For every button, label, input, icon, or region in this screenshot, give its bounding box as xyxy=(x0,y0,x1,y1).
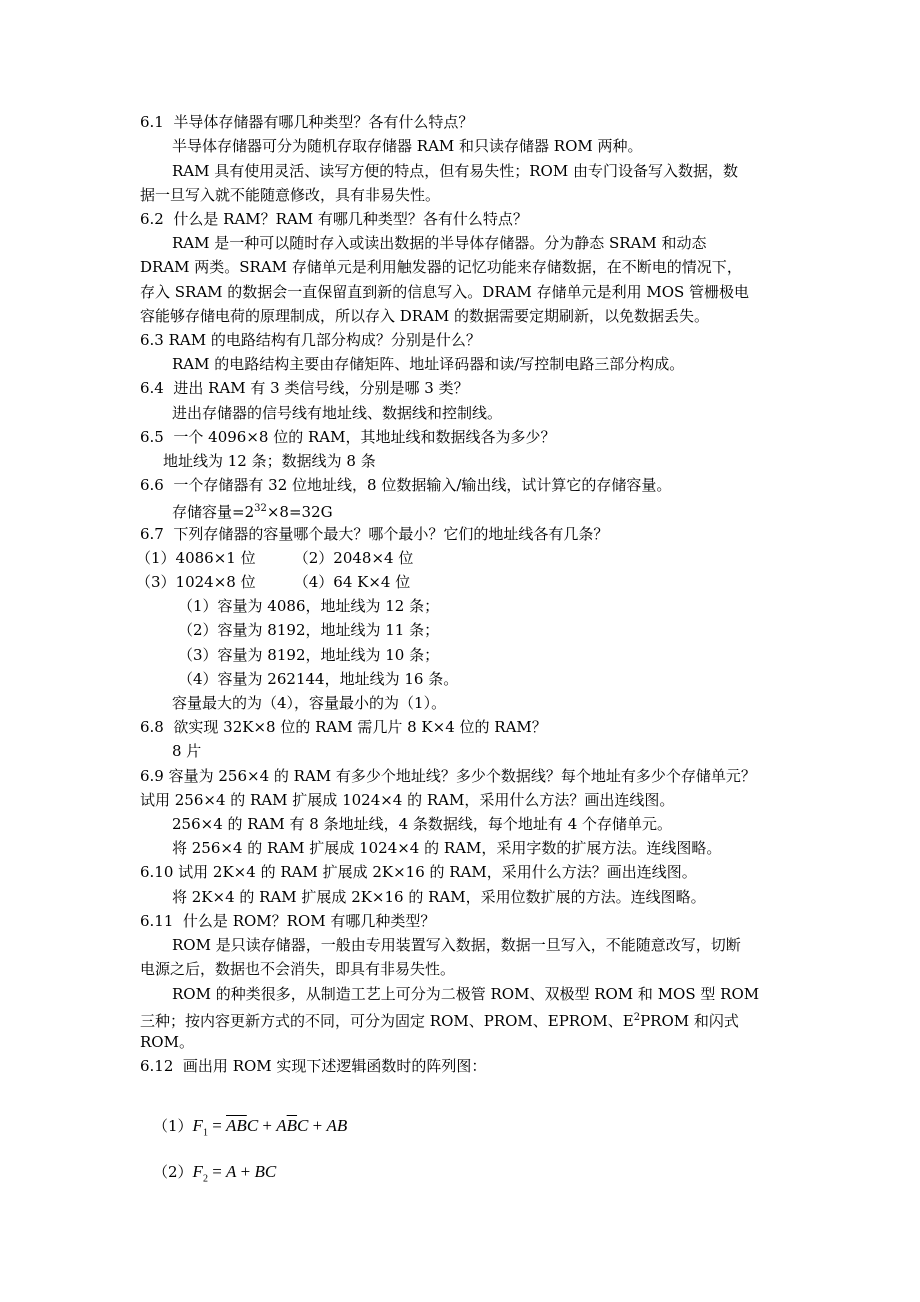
answer-6-8: 8 片 xyxy=(172,742,202,760)
formula-f2-variable: F xyxy=(192,1162,203,1181)
answer-6-6 xyxy=(172,499,333,522)
formula-f1-equals: = xyxy=(207,1116,227,1135)
answer-6-6-exponent: 32 xyxy=(254,503,267,514)
question-6-7: 6.7 下列存储器的容量哪个最大？哪个最小？它们的地址线各有几条？ xyxy=(140,525,609,543)
question-6-6: 6.6 一个存储器有 32 位地址线，8 位数据输入/输出线，试计算它的存储容量。 xyxy=(140,476,672,494)
formula-f1-term2-a: A xyxy=(276,1116,287,1135)
formula-f2-term1: A xyxy=(226,1162,237,1181)
formula-f2-term2: BC xyxy=(254,1162,277,1181)
answer-6-2-line-2: DRAM 两类。SRAM 存储单元是利用触发器的记忆功能来存储数据，在不断电的情况下， xyxy=(140,258,742,276)
formula-f1-term3: AB xyxy=(326,1116,348,1135)
question-6-7-options-row-1: （1）4086×1 位 （2）2048×4 位 xyxy=(136,549,414,567)
answer-6-7-summary: 容量最大的为（4），容量最小的为（1）。 xyxy=(172,694,447,712)
question-6-9-line-2: 试用 256×4 的 RAM 扩展成 1024×4 的 RAM，采用什么方法？画出连线图。 xyxy=(140,791,675,809)
question-6-5: 6.5 一个 4096×8 位的 RAM，其地址线和数据线各为多少？ xyxy=(140,428,556,446)
answer-6-1-line-1: 半导体存储器可分为随机存取存储器 RAM 和只读存储器 ROM 两种。 xyxy=(172,137,643,155)
answer-6-7-item-2: （2）容量为 8192，地址线为 11 条； xyxy=(178,621,440,639)
question-6-11: 6.11 什么是 ROM？ROM 有哪几种类型？ xyxy=(140,912,436,930)
question-6-8: 6.8 欲实现 32K×8 位的 RAM 需几片 8 K×4 位的 RAM？ xyxy=(140,718,547,736)
question-6-1: 6.1 半导体存储器有哪几种类型？各有什么特点？ xyxy=(140,113,474,131)
answer-6-6-pre: 存储容量=2 xyxy=(172,503,255,521)
answer-6-7-item-3: （3）容量为 8192，地址线为 10 条； xyxy=(178,646,440,664)
answer-6-9-line-1: 256×4 的 RAM 有 8 条地址线，4 条数据线，每个地址有 4 个存储单元。 xyxy=(172,815,673,833)
answer-6-4: 进出存储器的信号线有地址线、数据线和控制线。 xyxy=(172,404,503,422)
answer-6-10: 将 2K×4 的 RAM 扩展成 2K×16 的 RAM，采用位数扩展的方法。连线图略。 xyxy=(172,888,706,906)
question-6-3: 6.3 RAM 的电路结构有几部分构成？分别是什么？ xyxy=(140,331,481,349)
answer-6-11-superscript: 2 xyxy=(633,1012,641,1023)
formula-f1-plus-2: + xyxy=(308,1116,327,1135)
answer-6-2-line-4: 容能够存储电荷的原理制成，所以存入 DRAM 的数据需要定期刷新，以免数据丢失。 xyxy=(140,307,710,325)
question-6-9-line-1: 6.9 容量为 256×4 的 RAM 有多少个地址线？多少个数据线？每个地址有多少个存储单元？ xyxy=(140,767,756,785)
question-6-7-options-row-2: （3）1024×8 位 （4）64 K×4 位 xyxy=(136,573,411,591)
question-6-4: 6.4 进出 RAM 有 3 类信号线，分别是哪 3 类？ xyxy=(140,379,469,397)
answer-6-2-line-1: RAM 是一种可以随时存入或读出数据的半导体存储器。分为静态 SRAM 和动态 xyxy=(172,234,707,252)
formula-f1-subscript: 1 xyxy=(202,1127,208,1139)
answer-6-5: 地址线为 12 条；数据线为 8 条 xyxy=(163,452,376,470)
question-6-2: 6.2 什么是 RAM？RAM 有哪几种类型？各有什么特点？ xyxy=(140,210,528,228)
answer-6-11-line-4 xyxy=(140,1008,739,1031)
answer-6-1-line-3: 据一旦写入就不能随意修改，具有非易失性。 xyxy=(140,186,441,204)
answer-6-2-line-3: 存入 SRAM 的数据会一直保留直到新的信息写入。DRAM 存储单元是利用 MOS 管栅极电 xyxy=(140,283,750,301)
answer-6-3: RAM 的电路结构主要由存储矩阵、地址译码器和读/写控制电路三部分构成。 xyxy=(172,355,685,373)
answer-6-11-line-5: ROM。 xyxy=(140,1033,194,1051)
formula-f2-label: （2） xyxy=(153,1163,193,1181)
formula-f2-equals: = xyxy=(207,1162,227,1181)
formula-f2-subscript: 2 xyxy=(202,1173,208,1185)
formula-f1-term2-b-negated: $\overline{B}$ xyxy=(286,1116,298,1135)
answer-6-7-item-4: （4）容量为 262144，地址线为 16 条。 xyxy=(178,670,459,688)
formula-f1-term1-c: C xyxy=(246,1116,259,1135)
answer-6-9-line-2: 将 256×4 的 RAM 扩展成 1024×4 的 RAM，采用字数的扩展方法。连线图略。 xyxy=(172,839,722,857)
answer-6-6-post: ×8=32G xyxy=(266,503,333,521)
answer-6-11-line-4-pre: 三种；按内容更新方式的不同，可分为固定 ROM、PROM、EPROM、E xyxy=(140,1012,634,1030)
formula-f1-plus-1: + xyxy=(258,1116,277,1135)
answer-6-11-line-4-post: PROM 和闪式 xyxy=(640,1012,739,1030)
formula-f1-term2-c: C xyxy=(297,1116,309,1135)
answer-6-7-item-1: （1）容量为 4086，地址线为 12 条； xyxy=(178,597,440,615)
question-6-10: 6.10 试用 2K×4 的 RAM 扩展成 2K×16 的 RAM，采用什么方法？画出连线图。 xyxy=(140,863,697,881)
answer-6-11-line-2: 电源之后，数据也不会消失，即具有非易失性。 xyxy=(140,960,456,978)
formula-f1-label: （1） xyxy=(153,1117,193,1135)
question-6-12: 6.12 画出用 ROM 实现下述逻辑函数时的阵列图： xyxy=(140,1057,487,1075)
answer-6-11-line-1: ROM 是只读存储器，一般由专用装置写入数据，数据一旦写入，不能随意改写，切断 xyxy=(172,936,741,954)
formula-f2-plus: + xyxy=(236,1162,255,1181)
formula-f2 xyxy=(136,1136,276,1215)
formula-f1-term1-negated: $\overline{AB}$ xyxy=(226,1116,247,1135)
formula-f1-variable: F xyxy=(192,1116,203,1135)
answer-6-11-line-3: ROM 的种类很多，从制造工艺上可分为二极管 ROM、双极型 ROM 和 MOS 型 ROM xyxy=(172,985,760,1003)
answer-6-1-line-2: RAM 具有使用灵活、读写方便的特点，但有易失性；ROM 由专门设备写入数据，数 xyxy=(172,162,738,180)
